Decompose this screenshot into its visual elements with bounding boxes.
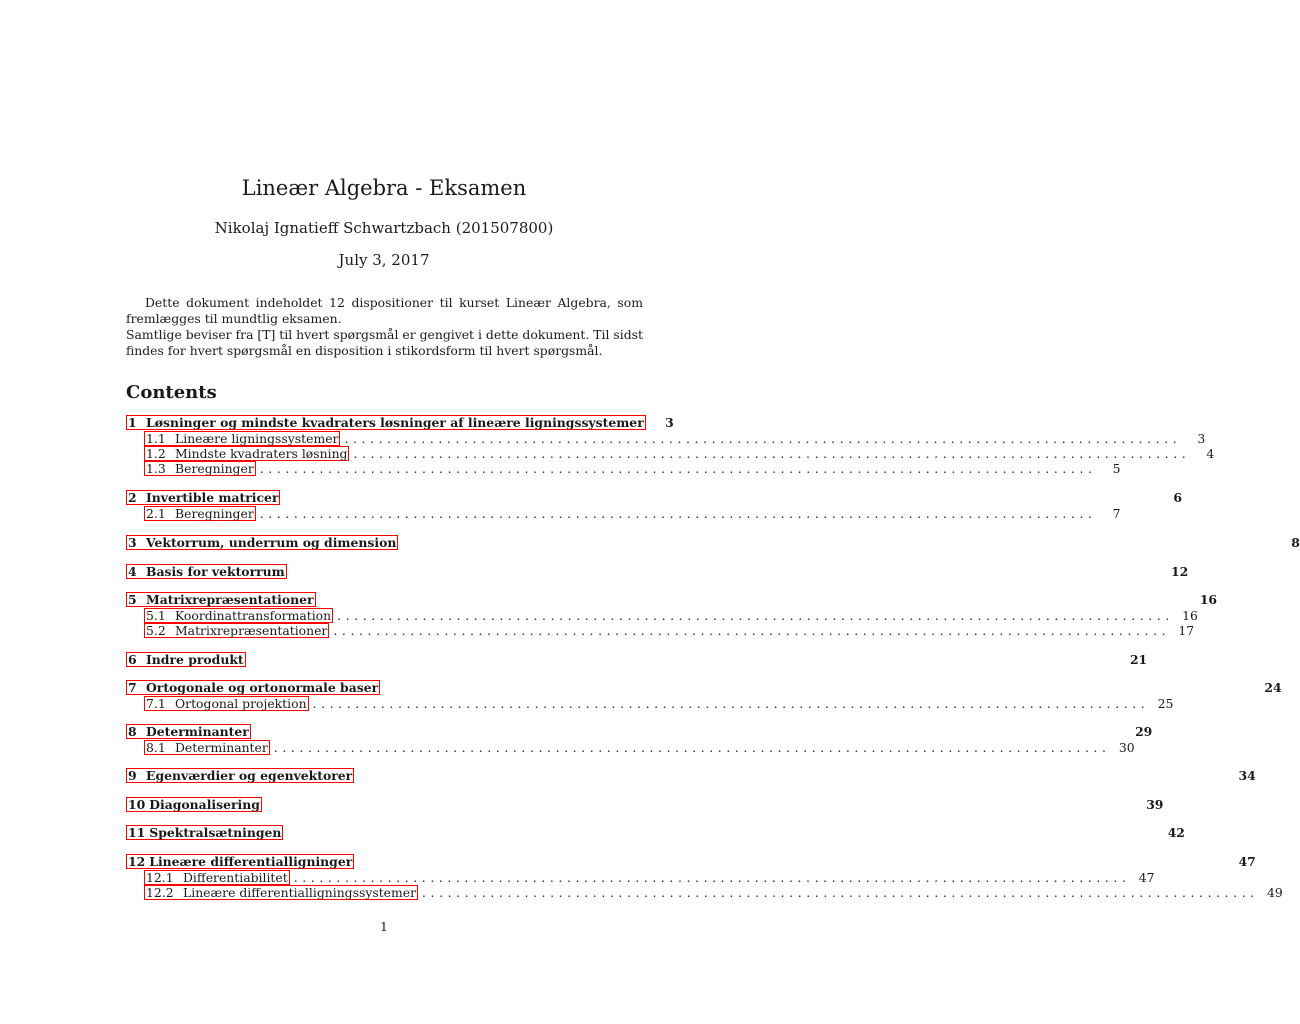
toc-number: 10 [128,797,146,812]
toc-title: Basis for vektorrum [146,564,285,579]
toc-number: 5.2 [146,623,166,638]
toc-number: 5.1 [146,608,166,623]
toc-link-section-12[interactable] [126,854,354,869]
table-of-contents [126,415,1300,900]
toc-title: Vektorrum, underrum og dimension [146,535,397,550]
toc-link-subsection-1-1[interactable] [144,431,340,446]
toc-section-2 [126,490,1183,506]
toc-leader: .................................................................................................. [259,461,1097,476]
toc-leader [358,768,1232,783]
toc-title: Invertible matricer [146,490,279,505]
toc-link-section-8[interactable] [126,724,251,739]
toc-link-subsection-7-1[interactable] [144,696,309,711]
toc-leader: .................................................................................................. [333,623,1171,638]
toc-link-section-7[interactable] [126,680,380,695]
toc-title: Indre produkt [146,652,244,667]
toc-page-number: 16 [1199,592,1218,607]
toc-link-section-5[interactable] [126,592,316,607]
toc-leader: .................................................................................................. [344,431,1182,446]
toc-number: 12.1 [146,870,174,885]
toc-subsection-12-1 [126,870,1155,885]
toc-page-number: 25 [1157,696,1174,711]
toc-link-section-2[interactable] [126,490,280,505]
toc-title: Diagonalisering [149,797,260,812]
toc-leader [250,652,1124,667]
toc-title: Matrixrepræsentationer [175,623,328,638]
toc-section-4 [126,564,1189,580]
toc-leader: .................................................................................................. [422,885,1259,900]
toc-title: Matrixrepræsentationer [146,592,314,607]
toc-title: Beregninger [175,461,254,476]
toc-leader [358,854,1232,869]
abstract-paragraph: Dette dokument indeholdet 12 dispositioner til kurset Lineær Algebra, som fremlægges til mundtlig eksamen. [126,295,643,326]
toc-page-number: 3 [1197,431,1206,446]
toc-link-subsection-12-1[interactable] [144,870,290,885]
abstract [126,295,643,359]
toc-number: 7.1 [146,696,166,711]
toc-page-number: 3 [665,415,674,430]
toc-page-number: 49 [1267,885,1283,900]
toc-title: Løsninger og mindste kvadraters løsninger af lineære ligningssystemer [146,415,644,430]
toc-title: Lineære ligningssystemer [175,431,339,446]
toc-subsection-2-1 [126,506,1121,521]
toc-section-1 [126,415,674,431]
toc-subsection-1-1 [126,431,1206,446]
toc-subsection-12-2 [126,885,1283,900]
toc-leader [384,680,1258,695]
toc-page-number: 24 [1264,680,1282,695]
toc-leader [320,592,1194,607]
toc-leader: .................................................................................................. [259,506,1097,521]
contents-heading: Contents [126,382,217,403]
toc-link-subsection-1-3[interactable] [144,461,256,476]
toc-title: Lineære differentialligningssystemer [183,885,417,900]
toc-number: 8 [128,724,137,739]
toc-number: 9 [128,768,137,783]
toc-page-number: 8 [1291,535,1300,550]
toc-section-9 [126,768,1256,784]
toc-page-number: 7 [1112,506,1121,521]
toc-title: Determinanter [175,740,268,755]
toc-number: 12 [128,854,146,869]
toc-link-section-4[interactable] [126,564,287,579]
toc-section-10 [126,797,1164,813]
toc-page-number: 17 [1178,623,1195,638]
toc-title: Differentiabilitet [183,870,288,885]
toc-number: 12.2 [146,885,174,900]
toc-page-number: 39 [1146,797,1164,812]
toc-section-5 [126,592,1218,608]
toc-title: Lineære differentialligninger [149,854,353,869]
toc-page-number: 12 [1171,564,1189,579]
toc-link-subsection-1-2[interactable] [144,446,349,461]
toc-leader [287,825,1161,840]
toc-title: Spektralsætningen [149,825,282,840]
document-author: Nikolaj Ignatieff Schwartzbach (201507800) [214,219,554,237]
toc-section-8 [126,724,1153,740]
toc-leader [402,535,1276,550]
toc-link-section-11[interactable] [126,825,283,840]
toc-number: 1.1 [146,431,166,446]
toc-link-section-6[interactable] [126,652,246,667]
toc-number: 4 [128,564,137,579]
toc-number: 1.2 [146,446,166,461]
toc-subsection-7-1 [126,696,1174,711]
toc-title: Determinanter [146,724,249,739]
toc-title: Egenværdier og egenvektorer [146,768,353,783]
toc-leader: .................................................................................................. [293,870,1131,885]
toc-title: Koordinattransformation [175,608,332,623]
toc-leader: .................................................................................................. [273,740,1111,755]
toc-number: 2 [128,490,137,505]
toc-section-7 [126,680,1282,696]
toc-number: 8.1 [146,740,166,755]
toc-leader [284,490,1158,505]
toc-link-subsection-12-2[interactable] [144,885,418,900]
page-number: 1 [380,919,388,934]
toc-leader [266,797,1140,812]
toc-number: 6 [128,652,137,667]
abstract-paragraph: Samtlige beviser fra [T] til hvert spørgsmål er gengivet i dette dokument. Til sidst findes for hvert spørgsmål en disposition i stikordsform til hvert spørgsmål. [126,327,643,358]
toc-subsection-1-2 [126,446,1215,461]
document-title: Lineær Algebra - Eksamen [241,176,527,200]
toc-link-section-9[interactable] [126,768,354,783]
toc-page-number: 34 [1238,768,1256,783]
toc-page-number: 29 [1135,724,1153,739]
toc-section-3 [126,535,1300,551]
toc-section-6 [126,652,1148,668]
toc-subsection-5-2 [126,623,1195,638]
toc-title: Mindste kvadraters løsning [175,446,348,461]
toc-subsection-8-1 [126,740,1135,755]
toc-subsection-1-3 [126,461,1121,476]
toc-leader: .................................................................................................. [337,608,1174,623]
toc-page-number: 47 [1138,870,1155,885]
toc-number: 7 [128,680,137,695]
toc-title: Ortogonale og ortonormale baser [146,680,379,695]
toc-link-subsection-5-1[interactable] [144,608,333,623]
toc-section-11 [126,825,1185,841]
toc-section-12 [126,854,1256,870]
toc-link-section-10[interactable] [126,797,262,812]
toc-link-section-1[interactable] [126,415,646,430]
toc-page-number: 5 [1112,461,1121,476]
toc-link-subsection-5-2[interactable] [144,623,329,638]
toc-link-subsection-2-1[interactable] [144,506,256,521]
document-date: July 3, 2017 [338,251,430,269]
toc-page-number: 6 [1173,490,1183,505]
toc-page-number: 42 [1167,825,1185,840]
toc-subsection-5-1 [126,608,1198,623]
toc-link-subsection-8-1[interactable] [144,740,270,755]
toc-title: Beregninger [175,506,254,521]
toc-link-section-3[interactable] [126,535,398,550]
toc-number: 2.1 [146,506,166,521]
toc-number: 11 [128,825,146,840]
toc-leader: .................................................................................................. [353,446,1191,461]
toc-number: 5 [128,592,137,607]
toc-leader: .................................................................................................. [312,696,1150,711]
toc-number: 1.3 [146,461,166,476]
toc-page-number: 30 [1118,740,1135,755]
toc-leader [255,724,1129,739]
toc-title: Ortogonal projektion [175,696,307,711]
toc-page-number: 4 [1206,446,1215,461]
toc-leader [291,564,1165,579]
toc-number: 3 [128,535,137,550]
toc-page-number: 21 [1129,652,1148,667]
toc-page-number: 16 [1182,608,1198,623]
toc-page-number: 47 [1238,854,1256,869]
toc-number: 1 [128,415,137,430]
